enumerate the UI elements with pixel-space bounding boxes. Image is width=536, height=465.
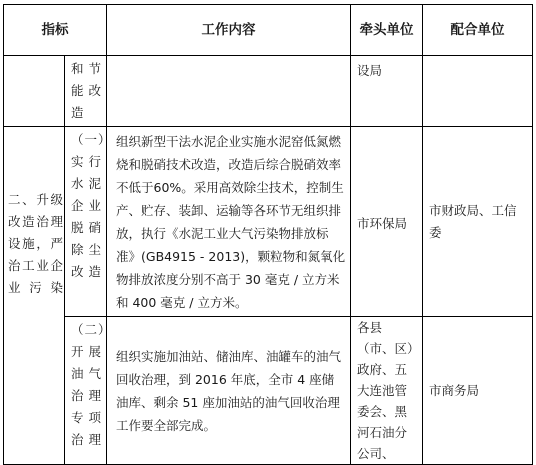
group-indicator-cell: 二、升级改造治理设施，严治工业企业污染: [4, 127, 65, 465]
header-indicator: 指标: [4, 5, 107, 56]
work-plan-table: [3, 4, 533, 465]
work-content-cell: 组织新型干法水泥企业实施水泥窑低氮燃烧和脱硝技术改造，改造后综合脱硝效率不低于60%。采用高效除尘技术，控制生产、贮存、装卸、运输等各环节无组织排放，执行《水泥工业大气污染物排放标准》(GB4915 - 2013)，颗粒物和氮氧化物排放浓度分别不高于 30 毫克 / 立方米和 400 毫克 / 立方米。: [107, 127, 351, 317]
group-cell-empty: [4, 56, 65, 127]
table-row: [4, 317, 533, 465]
coop-unit-cell: [423, 56, 533, 127]
lead-unit-cell: 各县（市、区）政府、五大连池管委会、黑河石油分公司、: [351, 317, 423, 465]
table-row: [4, 127, 533, 317]
sub-indicator-cell: 和节能改造: [65, 56, 107, 127]
coop-unit-cell: 市商务局: [423, 317, 533, 465]
header-work-content: 工作内容: [107, 5, 351, 56]
lead-unit-cell: 市环保局: [351, 127, 423, 317]
header-row: [4, 5, 533, 56]
work-content-cell: 组织实施加油站、储油库、油罐车的油气回收治理，到 2016 年底，全市 4 座储油库、剩余 51 座加油站的油气回收治理工作要全部完成。: [107, 317, 351, 465]
work-content-cell: [107, 56, 351, 127]
header-lead-unit: 牵头单位: [351, 5, 423, 56]
table-row: [4, 56, 533, 127]
sub-indicator-cell: （一）实行水泥企业脱硝除尘改造: [65, 127, 107, 317]
coop-unit-cell: 市财政局、工信委: [423, 127, 533, 317]
header-coop-unit: 配合单位: [423, 5, 533, 56]
lead-unit-cell: 设局: [351, 56, 423, 127]
sub-indicator-cell: （二）开展油气治理专项治理: [65, 317, 107, 465]
